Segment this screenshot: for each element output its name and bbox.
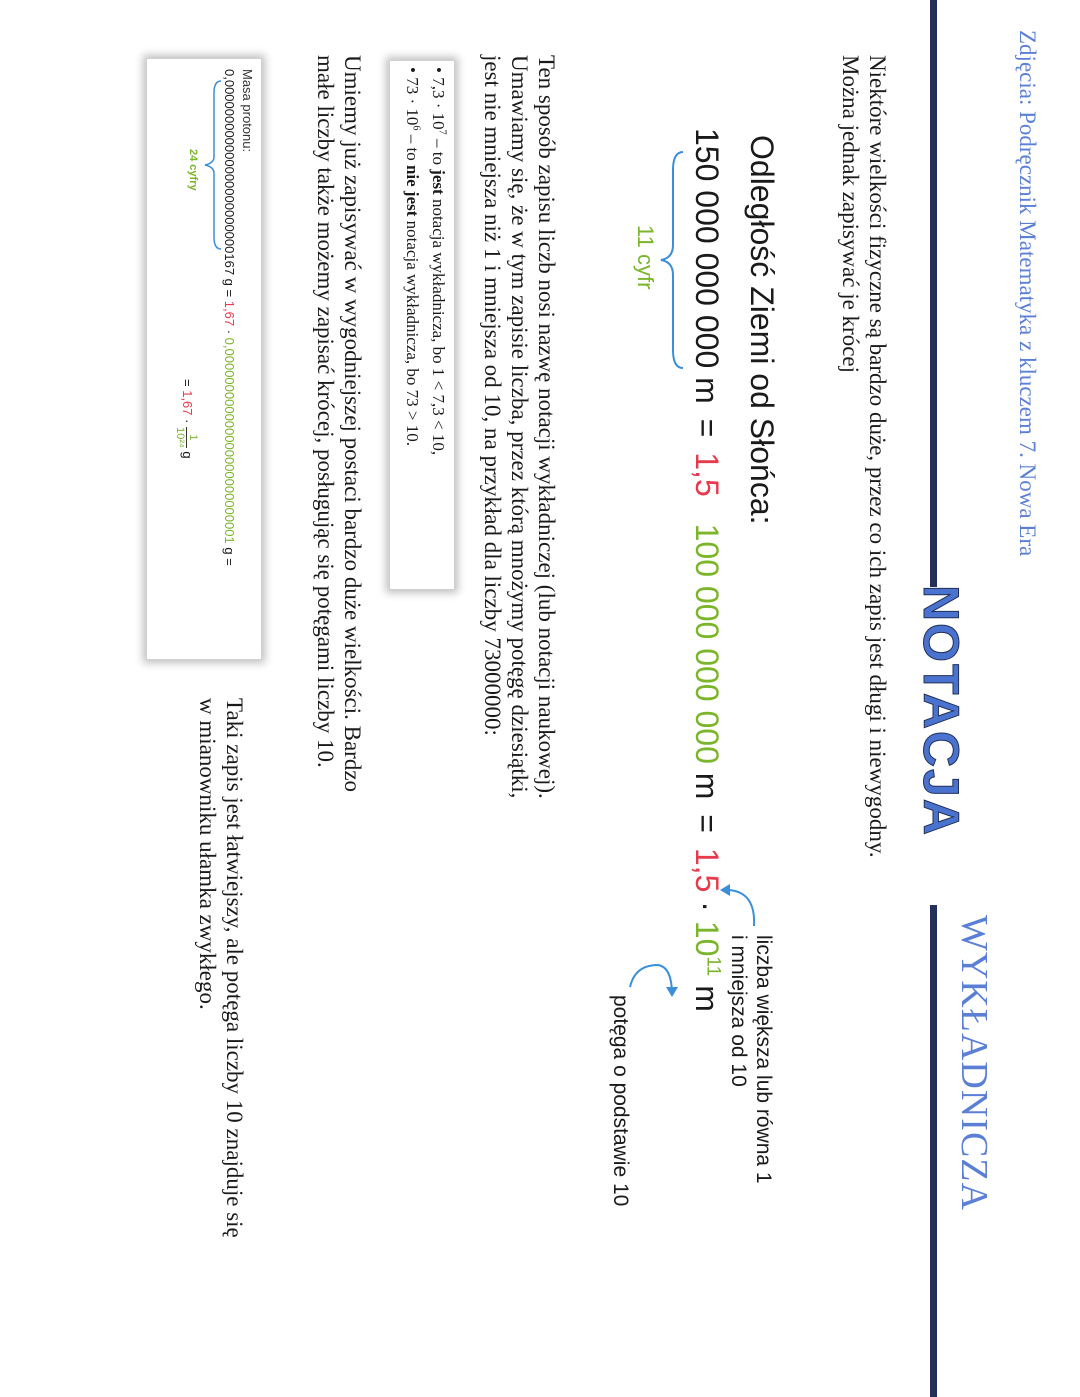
annot-coef-line-2: i mniejsza od 10 bbox=[727, 935, 750, 1087]
proton-digits-count: 24 cyfry bbox=[187, 149, 199, 191]
note-paragraph: Taki zapis jest łatwiejszy, ale potęga liczby 10 znajduje się w mianowniku ułamka zwykłego. bbox=[195, 698, 247, 1238]
page-title: NOTACJA bbox=[913, 585, 969, 837]
proton-brace bbox=[201, 79, 223, 251]
digits-brace bbox=[655, 150, 685, 370]
equals-1: = bbox=[689, 418, 725, 438]
proton-label: Masa protonu: bbox=[240, 69, 255, 153]
zeros-number: 100 000 000 000 bbox=[689, 523, 725, 764]
coef-2: 1,5 bbox=[689, 847, 725, 893]
digits-count-label: 11 cyfr bbox=[633, 225, 658, 290]
header-rule-left bbox=[930, 0, 937, 587]
intro-line-1: Niektóre wielkości fizyczne są bardzo duże, przez co ich zapis jest długi i niewygodny. bbox=[865, 55, 890, 858]
example-item-2: • $73 \cdot 10^6$ – to nie jest notacja wykładnicza, bo 73 > 10. bbox=[403, 67, 422, 446]
definition-line-1: Ten sposób zapisu liczb nosi nazwę notacji wykładniczej (lub notacji naukowej). bbox=[534, 55, 559, 799]
annot-power: potęga o podstawie 10 bbox=[609, 995, 632, 1207]
power-arrow bbox=[625, 955, 680, 1000]
example-item-1: • $7,3 \cdot 10^7$ – to jest notacja wykładnicza, bo 1 < 7,3 < 10, bbox=[429, 67, 448, 456]
example-heading: Odległość Ziemi od Słońca: bbox=[744, 135, 780, 525]
coef-1: 1,5 bbox=[689, 452, 725, 497]
power-base: $10^{11}$ bbox=[689, 920, 725, 977]
photo-credit: Zdjęcia: Podręcznik Matematyka z kluczem 7. Nowa Era bbox=[1015, 30, 1040, 557]
coef-arrow bbox=[717, 878, 762, 938]
proton-fraction: 1 10²⁴ bbox=[174, 427, 199, 448]
proton-equation: 0,000000000000000000000000167 g = 1,67 · 0,000000000000000000000000001 g = bbox=[222, 69, 237, 566]
examples-box bbox=[389, 60, 455, 590]
power-exponent: 11 bbox=[702, 956, 724, 977]
small-line-2: małe liczby także możemy zapisać krócej, posługując się potęgami liczby 10. bbox=[313, 55, 338, 768]
long-number: 150 000 000 000 bbox=[689, 128, 725, 369]
proton-fraction-line: = 1,67 · 1 10²⁴ g bbox=[174, 379, 199, 459]
intro-line-2: Można jednak zapisywać je krócej bbox=[838, 55, 863, 374]
definition-line-3: jest nie mniejsza niż 1 i mniejsza od 10, na przykład dla liczby 73000000: bbox=[480, 55, 505, 736]
page-subtitle: WYKŁADNICZA bbox=[953, 915, 995, 1211]
unit-3: m bbox=[689, 985, 725, 1012]
small-line-1: Umiemy już zapisywać w wygodniejszej postaci bardzo duże wielkości. Bardzo bbox=[340, 55, 365, 793]
unit-2: m bbox=[689, 772, 725, 800]
proton-long-value: 0,000000000000000000000000167 g bbox=[222, 69, 237, 286]
equals-2: = bbox=[689, 814, 725, 833]
annot-coef-line-1: liczba większa lub równa 1 bbox=[752, 935, 775, 1184]
proton-coef: 1,67 bbox=[222, 300, 237, 327]
proton-box bbox=[146, 58, 262, 660]
header-rule-right bbox=[930, 905, 937, 1397]
unit-1: m bbox=[689, 377, 725, 404]
definition-line-2: Umawiamy się, że w tym zapisie liczba, przez którą mnożymy potęgę dziesiątki, bbox=[507, 55, 532, 799]
times-dot: · bbox=[689, 901, 725, 912]
proton-small-value: 0,000000000000000000000000001 bbox=[222, 337, 237, 544]
